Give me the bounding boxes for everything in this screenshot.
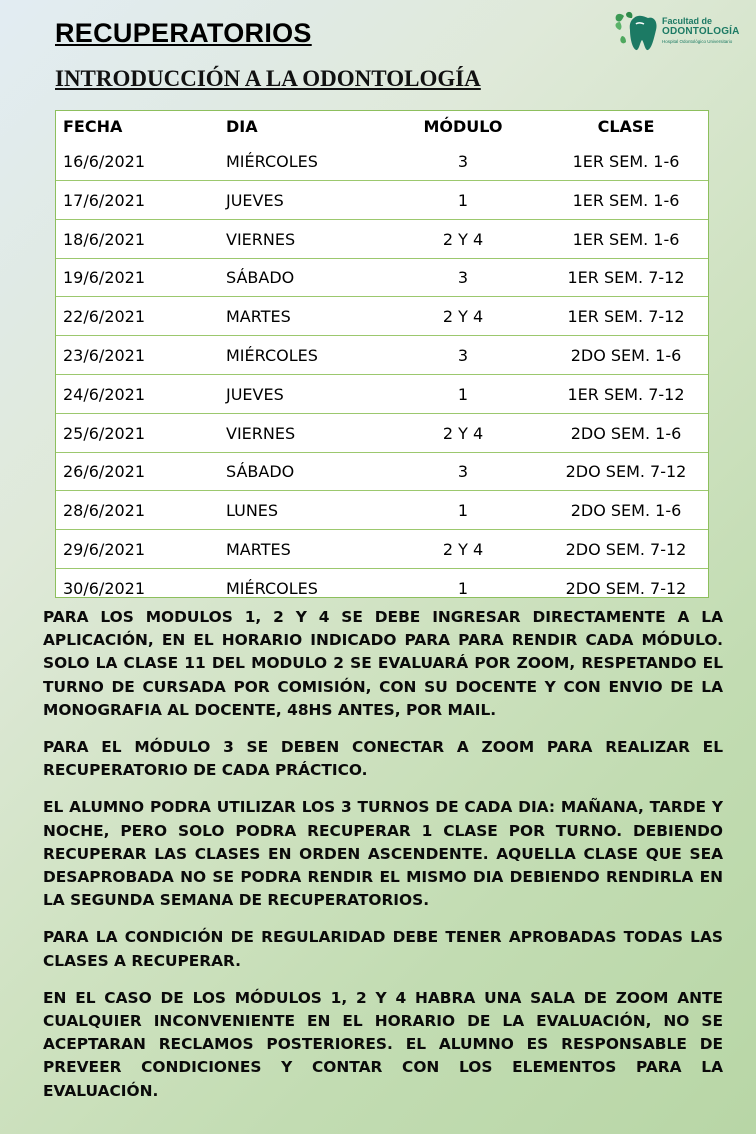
cell-modulo: 1 xyxy=(457,384,469,404)
logo-line-2: ODONTOLOGÍA xyxy=(662,26,740,37)
cell-dia: VIERNES xyxy=(226,229,296,249)
logo-line-3: Hospital Odontológico Universitario xyxy=(662,39,733,44)
cell-dia: MIÉRCOLES xyxy=(226,152,318,171)
cell-fecha: 18/6/2021 xyxy=(63,229,146,249)
cell-modulo: 3 xyxy=(457,346,469,365)
cell-clase: 1ER SEM. 1-6 xyxy=(572,229,680,249)
cell-clase: 1ER SEM. 7-12 xyxy=(567,307,685,327)
cell-clase: 1ER SEM. 7-12 xyxy=(567,268,685,288)
cell-fecha: 24/6/2021 xyxy=(63,384,146,404)
cell-modulo: 3 xyxy=(457,268,469,288)
cell-fecha: 30/6/2021 xyxy=(63,578,146,598)
column-header-dia: DIA xyxy=(226,117,258,136)
cell-fecha: 28/6/2021 xyxy=(63,501,146,521)
cell-fecha: 16/6/2021 xyxy=(63,152,146,171)
cell-fecha: 17/6/2021 xyxy=(63,190,146,210)
cell-clase: 2DO SEM. 7-12 xyxy=(565,578,687,598)
page-title: RECUPERATORIOS xyxy=(55,18,312,48)
table-row xyxy=(56,259,708,297)
cell-dia: MARTES xyxy=(226,540,291,559)
table-header-row xyxy=(56,111,708,143)
table-row xyxy=(56,182,708,220)
column-header-modulo: MÓDULO xyxy=(423,117,503,136)
cell-dia: JUEVES xyxy=(226,384,284,404)
cell-modulo: 2 Y 4 xyxy=(442,307,484,327)
table-row xyxy=(56,298,708,336)
instruction-paragraph: EL ALUMNO PODRA UTILIZAR LOS 3 TURNOS DE CADA DIA: MAÑANA, TARDE Y NOCHE, PERO SOLO PODRA RECUPERAR 1 CLASE POR TURNO. DEBIENDO RECUPERAR LAS CLASES EN ORDEN ASCENDENTE. AQUELLA CLASE QUE SEA DESAPROBADA NO SE PODRA RENDIR EL MISMO DIA DEBIENDO RENDIRLA EN LA SEGUNDA SEMANA DE RECUPERATORIOS. xyxy=(43,798,723,910)
cell-modulo: 3 xyxy=(457,462,469,482)
cell-clase: 1ER SEM. 1-6 xyxy=(572,152,680,171)
cell-modulo: 1 xyxy=(457,190,469,210)
cell-dia: LUNES xyxy=(226,501,279,521)
table-row xyxy=(56,143,708,181)
cell-dia: MARTES xyxy=(226,307,291,327)
cell-fecha: 26/6/2021 xyxy=(63,462,146,482)
table-row xyxy=(56,376,708,414)
instruction-paragraph: PARA EL MÓDULO 3 SE DEBEN CONECTAR A ZOOM PARA REALIZAR EL RECUPERATORIO DE CADA PRÁCTICO. xyxy=(43,738,723,780)
cell-clase: 2DO SEM. 1-6 xyxy=(570,346,682,365)
table-row xyxy=(56,492,708,530)
cell-fecha: 25/6/2021 xyxy=(63,423,146,443)
table-row xyxy=(56,221,708,259)
cell-dia: MIÉRCOLES xyxy=(226,346,318,365)
table-row xyxy=(56,531,708,569)
cell-dia: SÁBADO xyxy=(226,268,295,288)
column-header-fecha: FECHA xyxy=(63,117,123,136)
cell-clase: 1ER SEM. 7-12 xyxy=(567,384,685,404)
logo-line-1: Facultad de xyxy=(662,16,713,26)
cell-modulo: 1 xyxy=(457,501,469,521)
cell-clase: 2DO SEM. 7-12 xyxy=(565,462,687,482)
page-subtitle: INTRODUCCIÓN A LA ODONTOLOGÍA xyxy=(55,66,481,91)
cell-dia: MIÉRCOLES xyxy=(226,578,318,598)
table-row xyxy=(56,570,708,608)
cell-modulo: 2 Y 4 xyxy=(442,540,484,559)
faculty-logo xyxy=(612,10,747,54)
cell-modulo: 3 xyxy=(457,152,469,171)
table-row xyxy=(56,415,708,453)
cell-dia: SÁBADO xyxy=(226,462,295,482)
cell-fecha: 29/6/2021 xyxy=(63,540,146,559)
cell-modulo: 2 Y 4 xyxy=(442,423,484,443)
instruction-paragraph: PARA LOS MODULOS 1, 2 Y 4 SE DEBE INGRESAR DIRECTAMENTE A LA APLICACIÓN, EN EL HORARIO INDICADO PARA PARA RENDIR CADA MÓDULO. SOLO LA CLASE 11 DEL MODULO 2 SE EVALUARÁ POR ZOOM, RESPETANDO EL TURNO DE CURSADA POR COMISIÓN, CON SU DOCENTE Y CON ENVIO DE LA MONOGRAFIA AL DOCENTE, 48HS ANTES, POR MAIL. xyxy=(43,608,723,719)
cell-fecha: 23/6/2021 xyxy=(63,346,146,365)
cell-fecha: 19/6/2021 xyxy=(63,268,146,288)
cell-clase: 2DO SEM. 1-6 xyxy=(570,501,682,521)
cell-modulo: 1 xyxy=(457,578,469,598)
table-row xyxy=(56,337,708,375)
cell-modulo: 2 Y 4 xyxy=(442,229,484,249)
cell-clase: 2DO SEM. 1-6 xyxy=(570,423,682,443)
table-row xyxy=(56,453,708,491)
tooth-leaf-icon xyxy=(612,10,660,54)
cell-clase: 2DO SEM. 7-12 xyxy=(565,540,687,559)
instruction-paragraph: PARA LA CONDICIÓN DE REGULARIDAD DEBE TENER APROBADAS TODAS LAS CLASES A RECUPERAR. xyxy=(43,928,723,970)
instructions xyxy=(43,606,723,1117)
column-header-clase: CLASE xyxy=(597,117,655,136)
instruction-paragraph: EN EL CASO DE LOS MÓDULOS 1, 2 Y 4 HABRA UNA SALA DE ZOOM ANTE CUALQUIER INCONVENIENTE EN EL HORARIO DE LA EVALUACIÓN, NO SE ACEPTARAN RECLAMOS POSTERIORES. EL ALUMNO ES RESPONSABLE DE PREVEER CONDICIONES Y CONTAR CON LOS ELEMENTOS PARA LA EVALUACIÓN. xyxy=(43,988,723,1100)
cell-dia: JUEVES xyxy=(226,190,284,210)
schedule-table xyxy=(55,110,709,598)
cell-fecha: 22/6/2021 xyxy=(63,307,146,327)
cell-clase: 1ER SEM. 1-6 xyxy=(572,190,680,210)
cell-dia: VIERNES xyxy=(226,423,296,443)
